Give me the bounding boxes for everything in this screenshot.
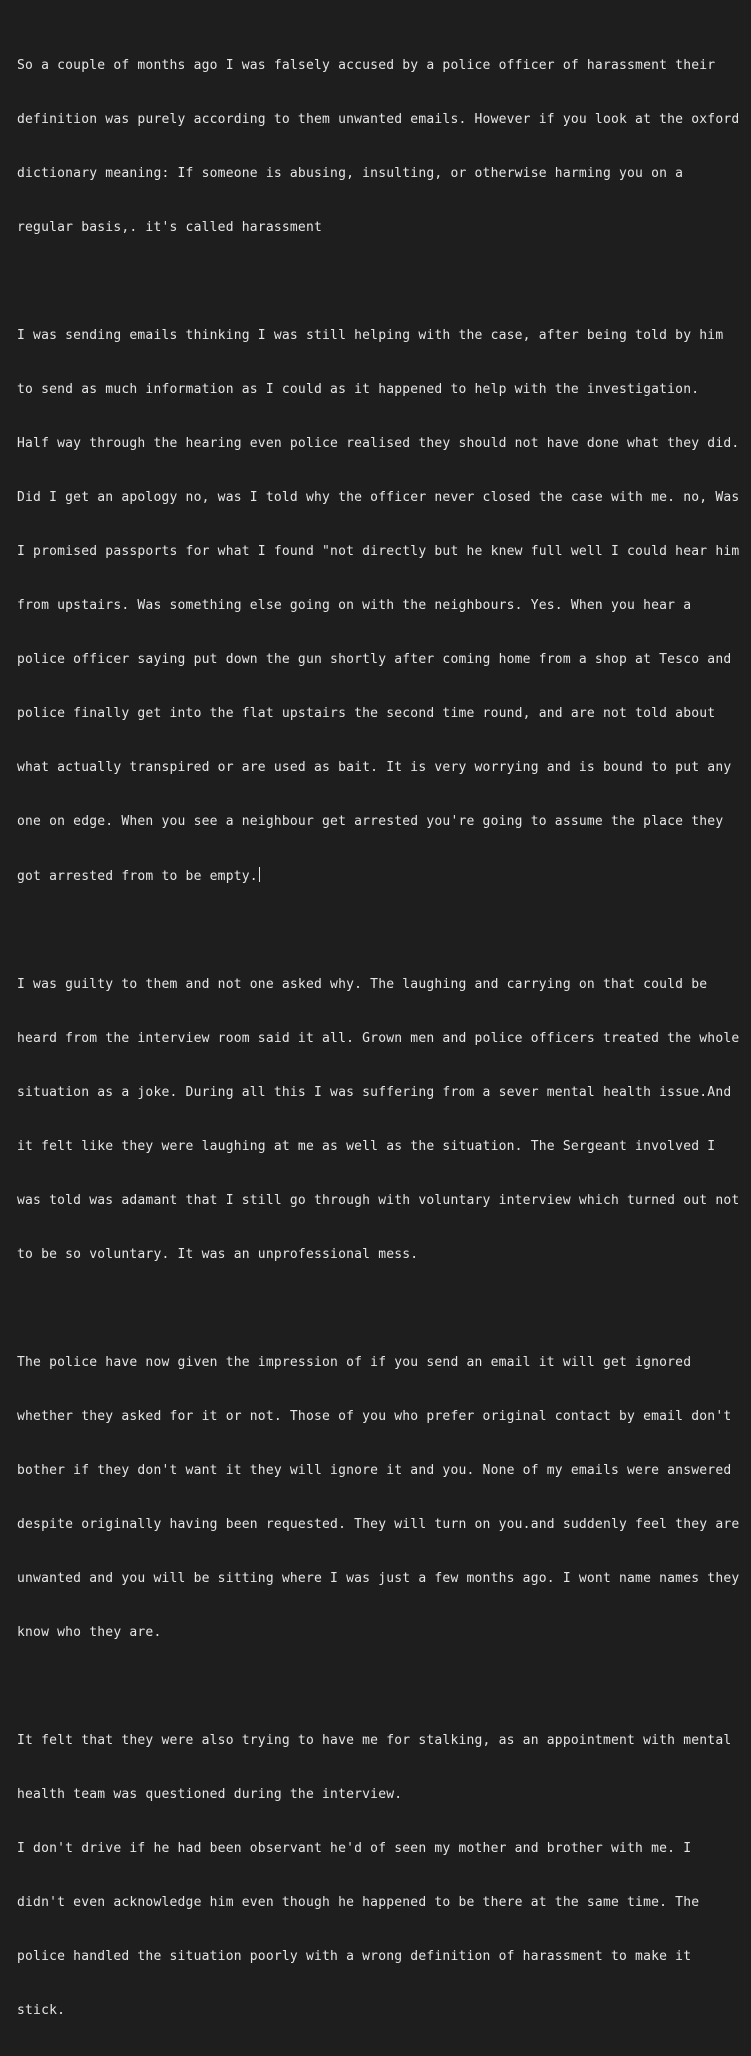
text-line: I promised passports for what I found "not directly but he knew full well I could hear him — [17, 544, 740, 559]
text-line: to be so voluntary. It was an unprofessional mess. — [17, 1247, 419, 1262]
text-line: Half way through the hearing even police realised they should not have done what they did. — [17, 436, 740, 451]
text-line: health team was questioned during the interview. — [17, 1787, 403, 1802]
text-line: police handled the situation poorly with a wrong definition of harassment to make it — [17, 1949, 692, 1964]
text-line: dictionary meaning: If someone is abusing, insulting, or otherwise harming you on a — [17, 166, 684, 181]
text-line: definition was purely according to them unwanted emails. However if you look at the oxford — [17, 112, 740, 127]
text-line: despite originally having been requested. They will turn on you.and suddenly feel they are — [17, 1517, 740, 1532]
text-line: situation as a joke. During all this I was suffering from a sever mental health issue.And — [17, 1085, 732, 1100]
text-line-with-caret — [17, 867, 741, 886]
text-line: police officer saying put down the gun shortly after coming home from a shop at Tesco and — [17, 652, 732, 667]
text-line: what actually transpired or are used as bait. It is very worrying and is bound to put any — [17, 760, 732, 775]
text-line: regular basis,. it's called harassment — [17, 220, 323, 235]
text-caret — [259, 867, 260, 882]
text-line: one on edge. When you see a neighbour get arrested you're going to assume the place they — [17, 814, 724, 829]
text-line: Did I get an apology no, was I told why the officer never closed the case with me. no, Was — [17, 490, 740, 505]
text-line: whether they asked for it or not. Those of you who prefer original contact by email don't — [17, 1409, 732, 1424]
text-line: from upstairs. Was something else going on with the neighbours. Yes. When you hear a — [17, 598, 692, 613]
paragraph-4 — [17, 1318, 741, 1678]
text-line: I was sending emails thinking I was still helping with the case, after being told by him — [17, 328, 724, 343]
text-line: unwanted and you will be sitting where I was just a few months ago. I wont name names they — [17, 1571, 740, 1586]
text-line: So a couple of months ago I was falsely accused by a police officer of harassment their — [17, 58, 716, 73]
paragraph-1 — [17, 21, 741, 273]
text-line: was told was adamant that I still go through with voluntary interview which turned out not — [17, 1193, 740, 1208]
text-line: didn't even acknowledge him even though he happened to be there at the same time. The — [17, 1895, 700, 1910]
text-line: police finally get into the flat upstairs the second time round, and are not told about — [17, 706, 716, 721]
text-line: The police have now given the impression of if you send an email it will get ignored — [17, 1355, 692, 1370]
paragraph-3 — [17, 940, 741, 1300]
paragraph-5 — [17, 1696, 741, 2056]
text-line: I don't drive if he had been observant he'd of seen my mother and brother with me. I — [17, 1841, 692, 1856]
text-line: got arrested from to be empty. — [17, 869, 258, 884]
text-line: bother if they don't want it they will ignore it and you. None of my emails were answered — [17, 1463, 732, 1478]
paragraph-2 — [17, 291, 741, 922]
text-line: it felt like they were laughing at me as well as the situation. The Sergeant involved I — [17, 1139, 716, 1154]
text-line: I was guilty to them and not one asked why. The laughing and carrying on that could be — [17, 977, 708, 992]
text-line: heard from the interview room said it all. Grown men and police officers treated the whole — [17, 1031, 740, 1046]
text-line: It felt that they were also trying to have me for stalking, as an appointment with mental — [17, 1733, 732, 1748]
text-line: know who they are. — [17, 1625, 162, 1640]
text-line: to send as much information as I could as it happened to help with the investigation. — [17, 382, 700, 397]
text-line: stick. — [17, 2003, 66, 2018]
